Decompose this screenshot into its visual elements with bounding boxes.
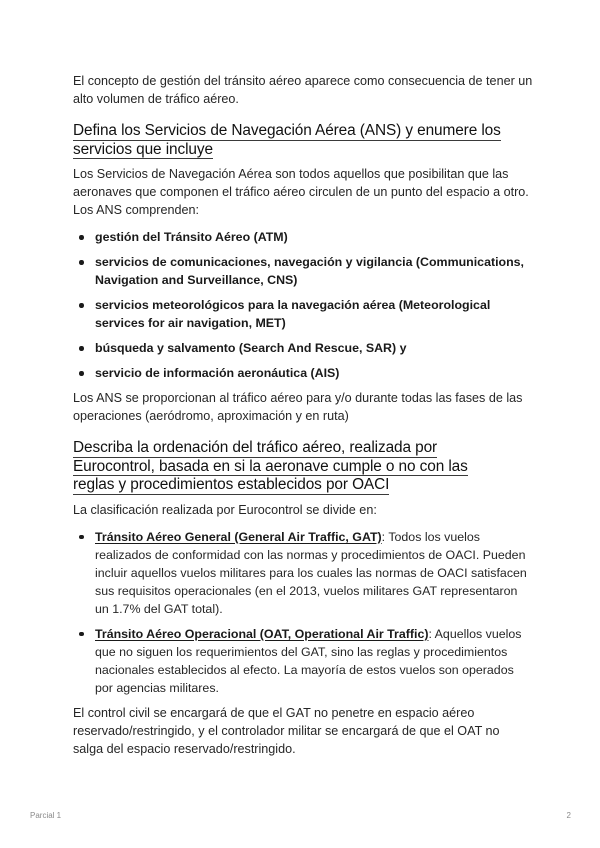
bullet-icon bbox=[79, 632, 84, 637]
bullet-icon bbox=[79, 235, 84, 240]
list-item-text: búsqueda y salvamento (Search And Rescue, SAR) y bbox=[95, 341, 407, 355]
list-item-text: gestión del Tránsito Aéreo (ATM) bbox=[95, 230, 288, 244]
list-item-text: servicio de información aeronáutica (AIS) bbox=[95, 366, 340, 380]
list-item-text: servicios de comunicaciones, navegación y vigilancia (Communications, Navigation and Surveillance, CNS) bbox=[95, 255, 524, 287]
section2-heading bbox=[73, 439, 533, 495]
intro-paragraph: El concepto de gestión del tránsito aéreo aparece como consecuencia de tener un alto volumen de tráfico aéreo. bbox=[73, 74, 533, 106]
bullet-icon bbox=[79, 535, 84, 540]
section1-heading-line2: servicios que incluye bbox=[73, 140, 213, 158]
section2-paragraph: La clasificación realizada por Eurocontrol se divide en: bbox=[73, 502, 377, 517]
list-item bbox=[73, 253, 533, 289]
section2-closing: El control civil se encargará de que el GAT no penetre en espacio aéreo reservado/restringido, y el controlador militar se encargará de que el OAT no salga del espacio reservado/restringido. bbox=[73, 705, 500, 756]
list-item bbox=[73, 528, 533, 618]
section1-closing: Los ANS se proporcionan al tráfico aéreo para y/o durante todas las fases de las operaciones (aeródromo, aproximación y en ruta) bbox=[73, 391, 523, 423]
section2-heading-line1: Describa la ordenación del tráfico aéreo, realizada por bbox=[73, 439, 438, 456]
list-item bbox=[73, 339, 533, 357]
bullet-icon bbox=[79, 371, 84, 376]
list-item bbox=[73, 296, 533, 332]
section1-heading-line1: Defina los Servicios de Navegación Aérea (ANS) y enumere los bbox=[73, 122, 501, 139]
oat-term: Tránsito Aéreo Operacional (OAT, Operational Air Traffic) bbox=[95, 626, 429, 641]
ans-services-list bbox=[73, 228, 533, 382]
section2-heading-line3: reglas y procedimientos establecidos por OACI bbox=[73, 476, 390, 493]
document-page bbox=[73, 72, 533, 767]
bullet-icon bbox=[79, 346, 84, 351]
footer-page-number: 2 bbox=[566, 811, 571, 820]
section2-heading-line2: Eurocontrol, basada en si la aeronave cumple o no con las bbox=[73, 457, 468, 475]
list-item bbox=[73, 625, 533, 697]
section1-heading bbox=[73, 122, 533, 159]
list-item bbox=[73, 364, 533, 382]
bullet-icon bbox=[79, 260, 84, 265]
bullet-icon bbox=[79, 303, 84, 308]
section1-paragraph: Los Servicios de Navegación Aérea son todos aquellos que posibilitan que las aeronaves que componen el tráfico aéreo circulen de un punto del espacio a otro. Los ANS comprenden: bbox=[73, 167, 529, 217]
oat-description: : Aquellos vuelos que no siguen los requerimientos del GAT, sino las reglas y procedimientos nacionales establecidos al efecto. La mayoría de estos vuelos son operados por agencias militares. bbox=[95, 626, 522, 695]
list-item-text: servicios meteorológicos para la navegación aérea (Meteorological services for air navigation, MET) bbox=[95, 298, 491, 330]
gat-term: Tránsito Aéreo General (General Air Traffic, GAT) bbox=[95, 529, 382, 544]
gat-description: : Todos los vuelos realizados de conformidad con las normas y procedimientos de OACI. Pueden incluir aquellos vuelos militares para los cuales las normas de OACI satisfacen sus requisitos operacionales (en el 2013, vuelos militares GAT representaron un 1.7% del GAT total). bbox=[95, 529, 527, 616]
list-item bbox=[73, 228, 533, 246]
footer-doc-title: Parcial 1 bbox=[30, 811, 62, 820]
traffic-classification-list bbox=[73, 528, 533, 697]
